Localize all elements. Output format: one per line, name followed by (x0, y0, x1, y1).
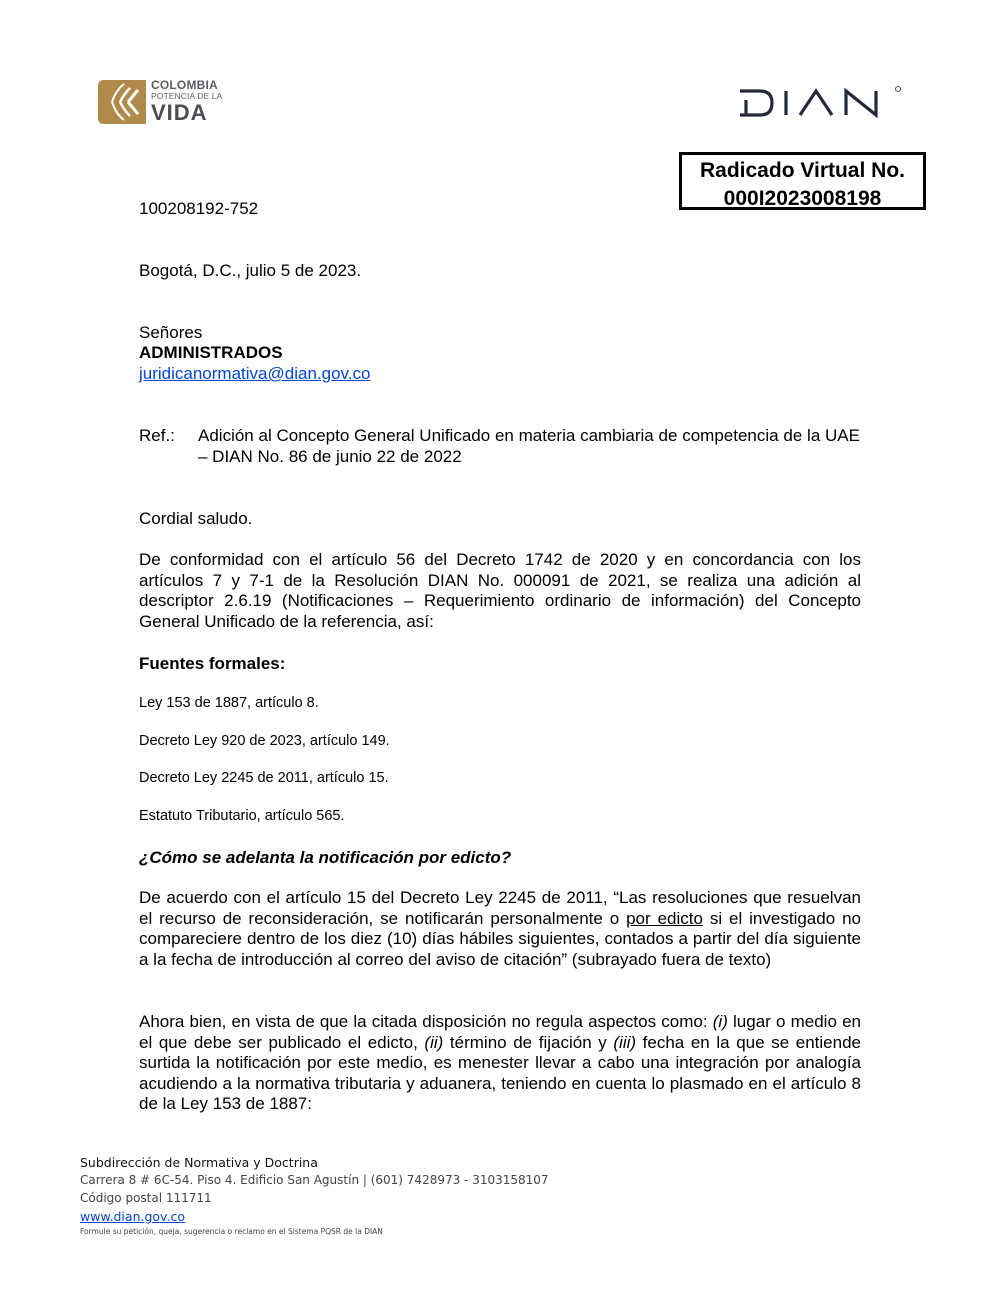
radicado-virtual-box (679, 152, 926, 210)
paragraph-text: Ahora bien, en vista de que la citada disposición no regula aspectos como: (139, 1012, 713, 1031)
sources-heading: Fuentes formales: (139, 654, 286, 673)
paragraph-text: De acuerdo con el artículo 15 del Decreto Ley 2245 de 2011, “Las resoluciones que resuelvan el recurso de reconsideración, se notificarán personalmente o (139, 888, 861, 928)
footer-title: Subdirección de Normativa y Doctrina (80, 1155, 318, 1170)
footer-postal-code: Código postal 111711 (80, 1191, 212, 1205)
underlined-phrase: por edicto (626, 908, 703, 928)
source-item: Decreto Ley 2245 de 2011, artículo 15. (139, 770, 389, 786)
paragraph-edicto-article (139, 888, 861, 970)
addressee-salutation: Señores (139, 323, 203, 342)
reference-number: 100208192-752 (139, 199, 259, 218)
logo-text-potencia: POTENCIA DE LA (151, 91, 223, 101)
ref-label: Ref.: (139, 426, 175, 445)
intro-paragraph: De conformidad con el artículo 56 del Decreto 1742 de 2020 y en concordancia con los artículos 7 y 7-1 de la Resolución DIAN No. 000091 de 2021, se realiza una adición al descriptor 2.6.19 (Notificaciones – Requerimiento ordinario de información) del Concepto General Unificado de la referencia, así: (139, 550, 861, 631)
source-item: Decreto Ley 920 de 2023, artículo 149. (139, 733, 390, 749)
colombia-logo-mark-icon (98, 80, 146, 124)
enum-i: (i) (712, 1012, 728, 1031)
source-item: Estatuto Tributario, artículo 565. (139, 808, 345, 824)
logo-text-colombia: COLOMBIA (151, 78, 218, 92)
question-heading: ¿Cómo se adelanta la notificación por edicto? (139, 848, 512, 867)
ref-text: Adición al Concepto General Unificado en materia cambiaria de competencia de la UAE – DIAN No. 86 de junio 22 de 2022 (198, 426, 860, 466)
dian-logo (738, 83, 904, 123)
radicado-label: Radicado Virtual No. (700, 159, 905, 182)
greeting: Cordial saludo. (139, 509, 253, 528)
paragraph-text: si el investigado no compareciere dentro de los diez (10) días hábiles siguientes, contados a partir del día siguiente a la fecha de introducción al correo del aviso de citación” (subrayado fuera de texto) (139, 908, 861, 969)
enum-iii: (iii) (613, 1032, 637, 1052)
paragraph-text: fecha en la que se entiende surtida la notificación por este medio, es menester llevar a cabo una integración por analogía acudiendo a la normativa tributaria y aduanera, teniendo en cuenta lo plasmado en el artículo 8 de la Ley 153 de 1887: (139, 1032, 861, 1113)
footer-address: Carrera 8 # 6C-54. Piso 4. Edificio San Agustín | (601) 7428973 - 3103158107 (80, 1173, 549, 1187)
enum-ii: (ii) (424, 1032, 444, 1052)
paragraph-integration (139, 1012, 861, 1115)
addressee-email-link[interactable]: juridicanormativa@dian.gov.co (139, 364, 371, 383)
source-item: Ley 153 de 1887, artículo 8. (139, 695, 319, 711)
addressee-name: ADMINISTRADOS (139, 343, 283, 362)
paragraph-text: término de fijación y (443, 1032, 614, 1052)
paragraph-text: lugar o medio en el que debe ser publicado el edicto, (139, 1012, 861, 1052)
radicado-number: 000I2023008198 (723, 187, 882, 210)
colombia-potencia-de-la-vida-logo (98, 78, 233, 126)
date-line: Bogotá, D.C., julio 5 de 2023. (139, 261, 362, 280)
footer-website-link[interactable]: www.dian.gov.co (80, 1209, 185, 1224)
logo-text-vida: VIDA (151, 100, 208, 125)
footer-pqsr-note: Formule su petición, queja, sugerencia o reclamo en el Sistema PQSR de la DIAN (80, 1227, 383, 1236)
